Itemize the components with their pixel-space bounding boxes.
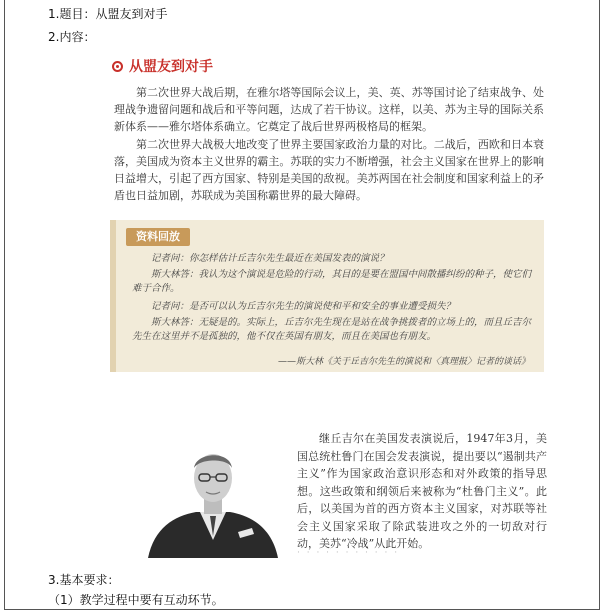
- truman-doctrine-text: 继丘吉尔在美国发表演说后，1947年3月，美国总统杜鲁门在国会发表演说，提出要以“遏制共产主义”作为国家政治意识形态和对外政策的指导思想。这些政策和纲领后来被称为“杜鲁门主义”。此后，以美国为首的西方资本主义国家，对苏联等社会主义国家采取了除武装进攻之外的一切敌对行动，美苏“冷战”从此开始。: [297, 432, 547, 550]
- textbook-excerpt: [92, 48, 562, 558]
- faded-caption: · · · · · · · · · · ·: [297, 548, 400, 558]
- bullet-circle-icon: [112, 61, 123, 72]
- title-line: 1.题目：从盟友到对手: [48, 7, 168, 21]
- requirements-label: 3.基本要求：: [48, 573, 120, 587]
- section-title: [112, 56, 213, 76]
- content-label: 2.内容：: [48, 30, 96, 44]
- reporter-question-2: 记者问：是否可以认为丘吉尔先生的演说使和平和安全的事业遭受损失？: [151, 301, 456, 312]
- truman-portrait-photo: [140, 436, 286, 558]
- requirement-1: （1）教学过程中要有互动环节。: [48, 593, 224, 607]
- paragraph-2: 第二次世界大战极大地改变了世界主要国家政治力量的对比。二战后，西欧和日本衰落，美国成为资本主义世界的霸主。苏联的实力不断增强，社会主义国家在世界上的影响日益增大，引起了西方国家、特别是美国的敌视。美苏两国在社会制度和国家利益上的矛盾也日益加剧，苏联成为美国称霸世界的最大障碍。: [114, 138, 544, 202]
- section-title-text: 从盟友到对手: [129, 59, 213, 75]
- material-review-heading: 资料回放: [126, 228, 190, 246]
- stalin-answer-2: 斯大林答：无疑是的。实际上，丘吉尔先生现在是站在战争挑拨者的立场上的，而且丘吉尔先生在这里并不是孤独的，他不仅在英国有朋友，而且在美国也有朋友。: [132, 317, 532, 342]
- reporter-question-1: 记者问：你怎样估计丘吉尔先生最近在美国发表的演说？: [151, 253, 389, 264]
- material-review-box: [110, 220, 544, 372]
- paragraph-1: 第二次世界大战后期，在雅尔塔等国际会议上，美、英、苏等国讨论了结束战争、处理战争遗留问题和战后和平等问题，达成了若干协议。这样，以美、苏为主导的国际关系新体系——雅尔塔体系确立。它奠定了战后世界两极格局的框架。: [114, 86, 544, 133]
- source-citation: ——斯大林《关于丘吉尔先生的演说和〈真理报〉记者的谈话》: [277, 357, 530, 367]
- stalin-answer-1: 斯大林答：我认为这个演说是危险的行动，其目的是要在盟国中间散播纠纷的种子，使它们难于合作。: [132, 269, 532, 294]
